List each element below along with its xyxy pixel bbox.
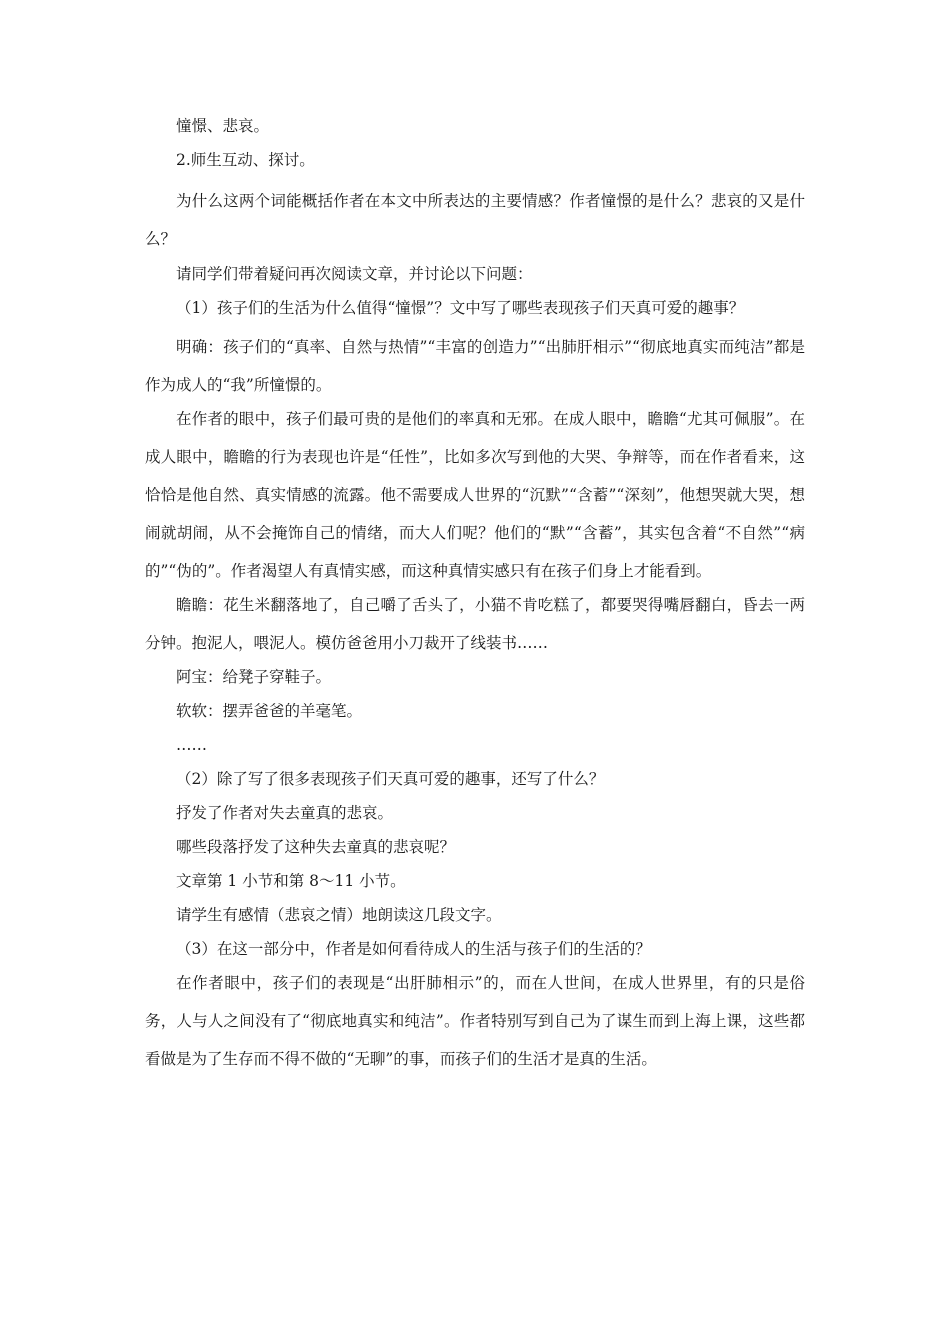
paragraph-2: 2.师生互动、探讨。 bbox=[176, 151, 315, 169]
paragraph-9: 阿宝：给凳子穿鞋子。 bbox=[176, 668, 332, 686]
paragraph-10: 软软：摆弄爸爸的羊毫笔。 bbox=[176, 702, 363, 720]
paragraph-13: 抒发了作者对失去童真的悲哀。 bbox=[176, 804, 394, 822]
paragraph-3: 为什么这两个词能概括作者在本文中所表达的主要情感？作者憧憬的是什么？悲哀的又是什么？ bbox=[145, 192, 805, 248]
paragraph-14: 哪些段落抒发了这种失去童真的悲哀呢？ bbox=[176, 838, 456, 856]
paragraph-8: 瞻瞻：花生米翻落地了，自己嚼了舌头了，小猫不肯吃糕了，都要哭得嘴唇翻白，昏去一两分钟。抱泥人，喂泥人。模仿爸爸用小刀裁开了线装书…… bbox=[145, 596, 805, 652]
paragraph-12: （2）除了写了很多表现孩子们天真可爱的趣事，还写了什么？ bbox=[176, 770, 605, 788]
paragraph-17: （3）在这一部分中，作者是如何看待成人的生活与孩子们的生活的？ bbox=[176, 940, 651, 958]
paragraph-11: …… bbox=[176, 736, 207, 754]
paragraph-6: 明确：孩子们的“真率、自然与热情”“丰富的创造力”“出肺肝相示”“彻底地真实而纯洁”都是作为成人的“我”所憧憬的。 bbox=[145, 338, 805, 394]
paragraph-18: 在作者眼中，孩子们的表现是“出肝肺相示”的，而在人世间，在成人世界里，有的只是俗务，人与人之间没有了“彻底地真实和纯洁”。作者特别写到自己为了谋生而到上海上课，这些都看做是为了生存而不得不做的“无聊”的事，而孩子们的生活才是真的生活。 bbox=[145, 974, 805, 1068]
paragraph-16: 请学生有感情（悲哀之情）地朗读这几段文字。 bbox=[176, 906, 502, 924]
paragraph-4: 请同学们带着疑问再次阅读文章，并讨论以下问题： bbox=[176, 265, 533, 283]
paragraph-5: （1）孩子们的生活为什么值得“憧憬”？文中写了哪些表现孩子们天真可爱的趣事？ bbox=[176, 299, 745, 317]
paragraph-7: 在作者的眼中，孩子们最可贵的是他们的率真和无邪。在成人眼中，瞻瞻“尤其可佩服”。在成人眼中，瞻瞻的行为表现也许是“任性”，比如多次写到他的大哭、争辩等，而在作者看来，这恰恰是他自然、真实情感的流露。他不需要成人世界的“沉默”“含蓄”“深刻”，他想哭就大哭，想闹就胡闹，从不会掩饰自己的情绪，而大人们呢？他们的“默”“含蓄”，其实包含着“不自然”“病的”“伪的”。作者渴望人有真情实感，而这种真情实感只有在孩子们身上才能看到。 bbox=[145, 410, 805, 580]
paragraph-1: 憧憬、悲哀。 bbox=[176, 117, 270, 135]
document-body bbox=[145, 114, 805, 1081]
paragraph-15: 文章第 1 小节和第 8～11 小节。 bbox=[176, 872, 406, 890]
